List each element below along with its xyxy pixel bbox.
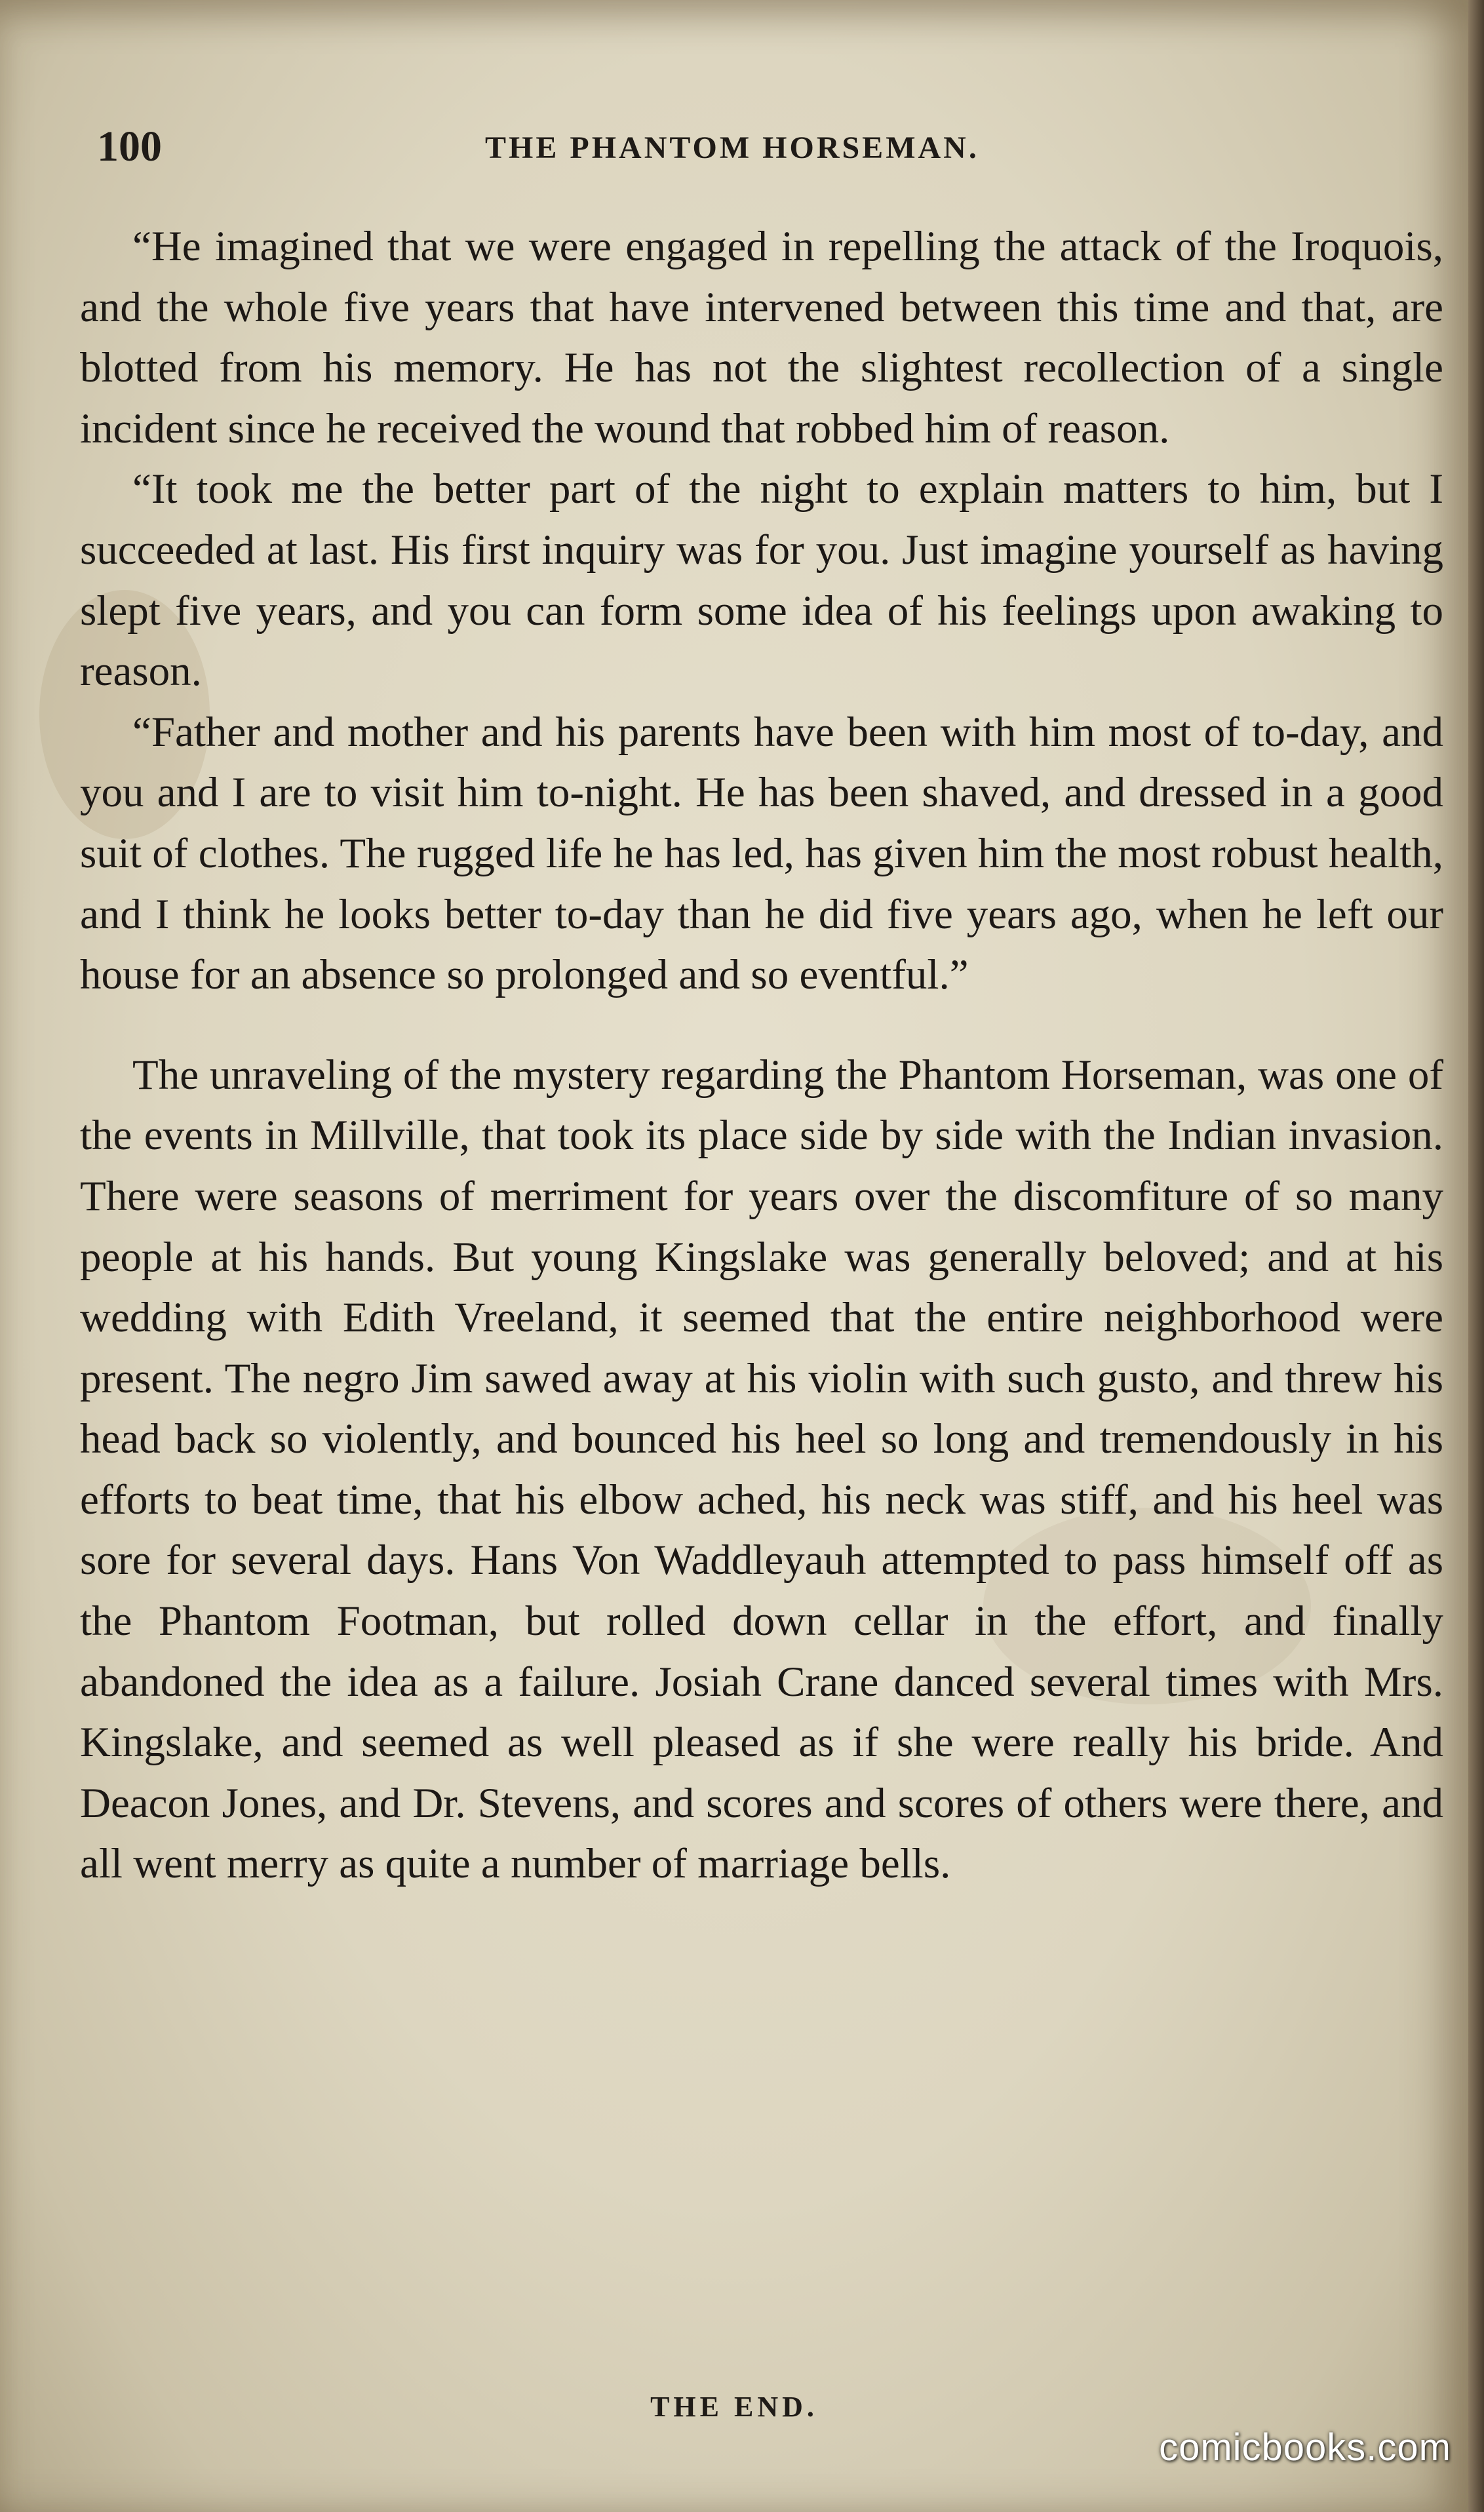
body-text [80,216,1443,1894]
watermark: comicbooks.com [1159,2426,1451,2469]
page-header [92,122,1442,174]
paragraph: “Father and mother and his parents have been with him most of to-day, and you and I are to visit him to-night. He has been shaved, and dressed in a good suit of clothes. The rugged life he has led, has given him the most robust health, and I think he looks better to-day than he did five years ago, when he left our house for an absence so prolonged and so eventful.” [80,708,1443,999]
page-number: 100 [97,123,162,170]
page-edge [1468,0,1484,2512]
paragraph: “He imagined that we were engaged in repelling the attack of the Iroquois, and the whole five years that have intervened between this time and that, are blotted from his memory. He has not the slightest recollection of a single incident since he received the wound that robbed him of reason. [80,223,1443,452]
paragraph: The unraveling of the mystery regarding the Phantom Horseman, was one of the events in Millville, that took its place side by side with the Indian invasion. There were seasons of merriment for years over the discomfiture of so many people at his hands. But young Kingslake was generally beloved; and at his wedding with Edith Vreeland, it seemed that the entire neighborhood were present. The negro Jim sawed away at his violin with such gusto, and threw his head back so violently, and bounced his heel so long and tremendously in his efforts to beat time, that his elbow ached, his neck was stiff, and his heel was sore for several days. Hans Von Waddleyauh attempted to pass himself off as the Phantom Footman, but rolled down cellar in the effort, and finally abandoned the idea as a failure. Josiah Crane danced several times with Mrs. Kingslake, and seemed as well pleased as if she were really his bride. And Deacon Jones, and Dr. Stevens, and scores and scores of others were there, and all went merry as quite a number of marriage bells. [80,1051,1443,1888]
paragraph: “It took me the better part of the night to explain matters to him, but I succeeded at last. His first inquiry was for you. Just imagine yourself as having slept five years, and you can form some idea of his feelings upon awaking to reason. [80,465,1443,696]
the-end: THE END. [650,2391,818,2423]
running-head: THE PHANTOM HORSEMAN. [485,130,979,165]
